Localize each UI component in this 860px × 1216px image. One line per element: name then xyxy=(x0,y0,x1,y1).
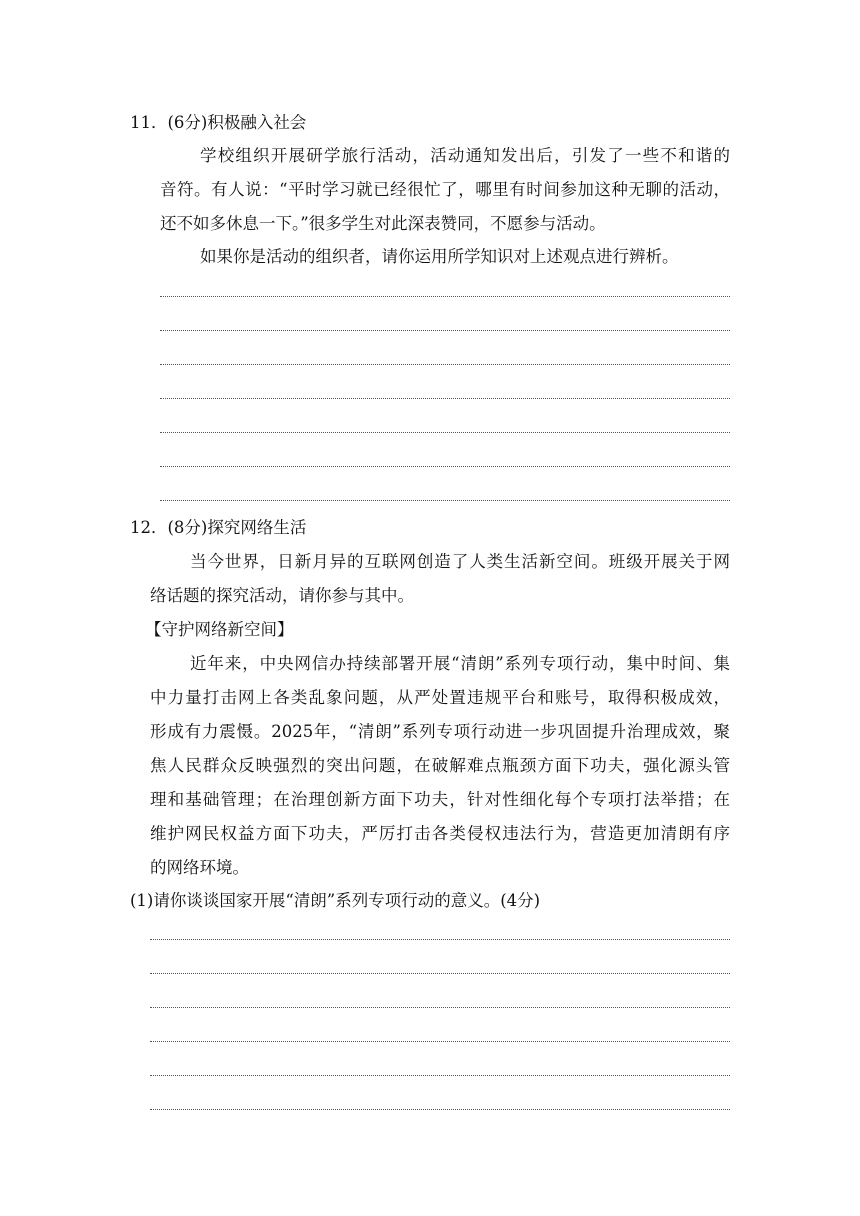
q11-para-line-2: 音符。有人说：“平时学习就已经很忙了，哪里有时间参加这种无聊的活动， xyxy=(160,180,730,199)
q12-subquestion-1: (1)请你谈谈国家开展“清朗”系列专项行动的意义。(4分) xyxy=(130,891,541,910)
q12-para-line-6: 维护网民权益方面下功夫，严厉打击各类侵权违法行为，营造更加清朗有序 xyxy=(150,824,730,843)
q12-answer-line[interactable] xyxy=(150,1109,730,1110)
q11-answer-line[interactable] xyxy=(160,330,730,331)
q12-answer-line[interactable] xyxy=(150,973,730,974)
q11-answer-line[interactable] xyxy=(160,432,730,433)
q12-para-line-5: 理和基础管理；在治理创新方面下功夫，针对性细化每个专项打法举措；在 xyxy=(150,790,730,809)
q12-answer-line[interactable] xyxy=(150,939,730,940)
q11-answer-line[interactable] xyxy=(160,296,730,297)
q11-answer-line[interactable] xyxy=(160,500,730,501)
q12-para-line-4: 焦人民群众反映强烈的突出问题，在破解难点瓶颈方面下功夫，强化源头管 xyxy=(150,756,730,775)
q12-answer-line[interactable] xyxy=(150,1007,730,1008)
q12-header: 12．(8分)探究网络生活 xyxy=(130,518,307,537)
q11-answer-line[interactable] xyxy=(160,364,730,365)
q12-answer-line[interactable] xyxy=(150,1075,730,1076)
q11-para-line-1: 学校组织开展研学旅行活动，活动通知发出后，引发了一些不和谐的 xyxy=(200,146,730,165)
q12-answer-line[interactable] xyxy=(150,1041,730,1042)
q11-task: 如果你是活动的组织者，请你运用所学知识对上述观点进行辨析。 xyxy=(200,247,679,266)
q12-intro-line-1: 当今世界，日新月异的互联网创造了人类生活新空间。班级开展关于网 xyxy=(190,552,730,571)
q11-para-line-3: 还不如多休息一下。”很多学生对此深表赞同，不愿参与活动。 xyxy=(160,214,606,233)
q11-header: 11．(6分)积极融入社会 xyxy=(130,113,307,132)
q12-para-line-2: 中力量打击网上各类乱象问题，从严处置违规平台和账号，取得积极成效， xyxy=(150,688,730,707)
q12-para-line-3: 形成有力震慑。2025年，“清朗”系列专项行动进一步巩固提升治理成效，聚 xyxy=(150,722,730,741)
q12-intro-line-2: 络话题的探究活动，请你参与其中。 xyxy=(150,586,414,605)
q11-answer-line[interactable] xyxy=(160,398,730,399)
q11-answer-line[interactable] xyxy=(160,466,730,467)
q12-section-title: 【守护网络新空间】 xyxy=(145,620,294,639)
q12-para-line-1: 近年来，中央网信办持续部署开展“清朗”系列专项行动，集中时间、集 xyxy=(190,654,730,673)
q12-para-line-7: 的网络环境。 xyxy=(150,858,249,877)
